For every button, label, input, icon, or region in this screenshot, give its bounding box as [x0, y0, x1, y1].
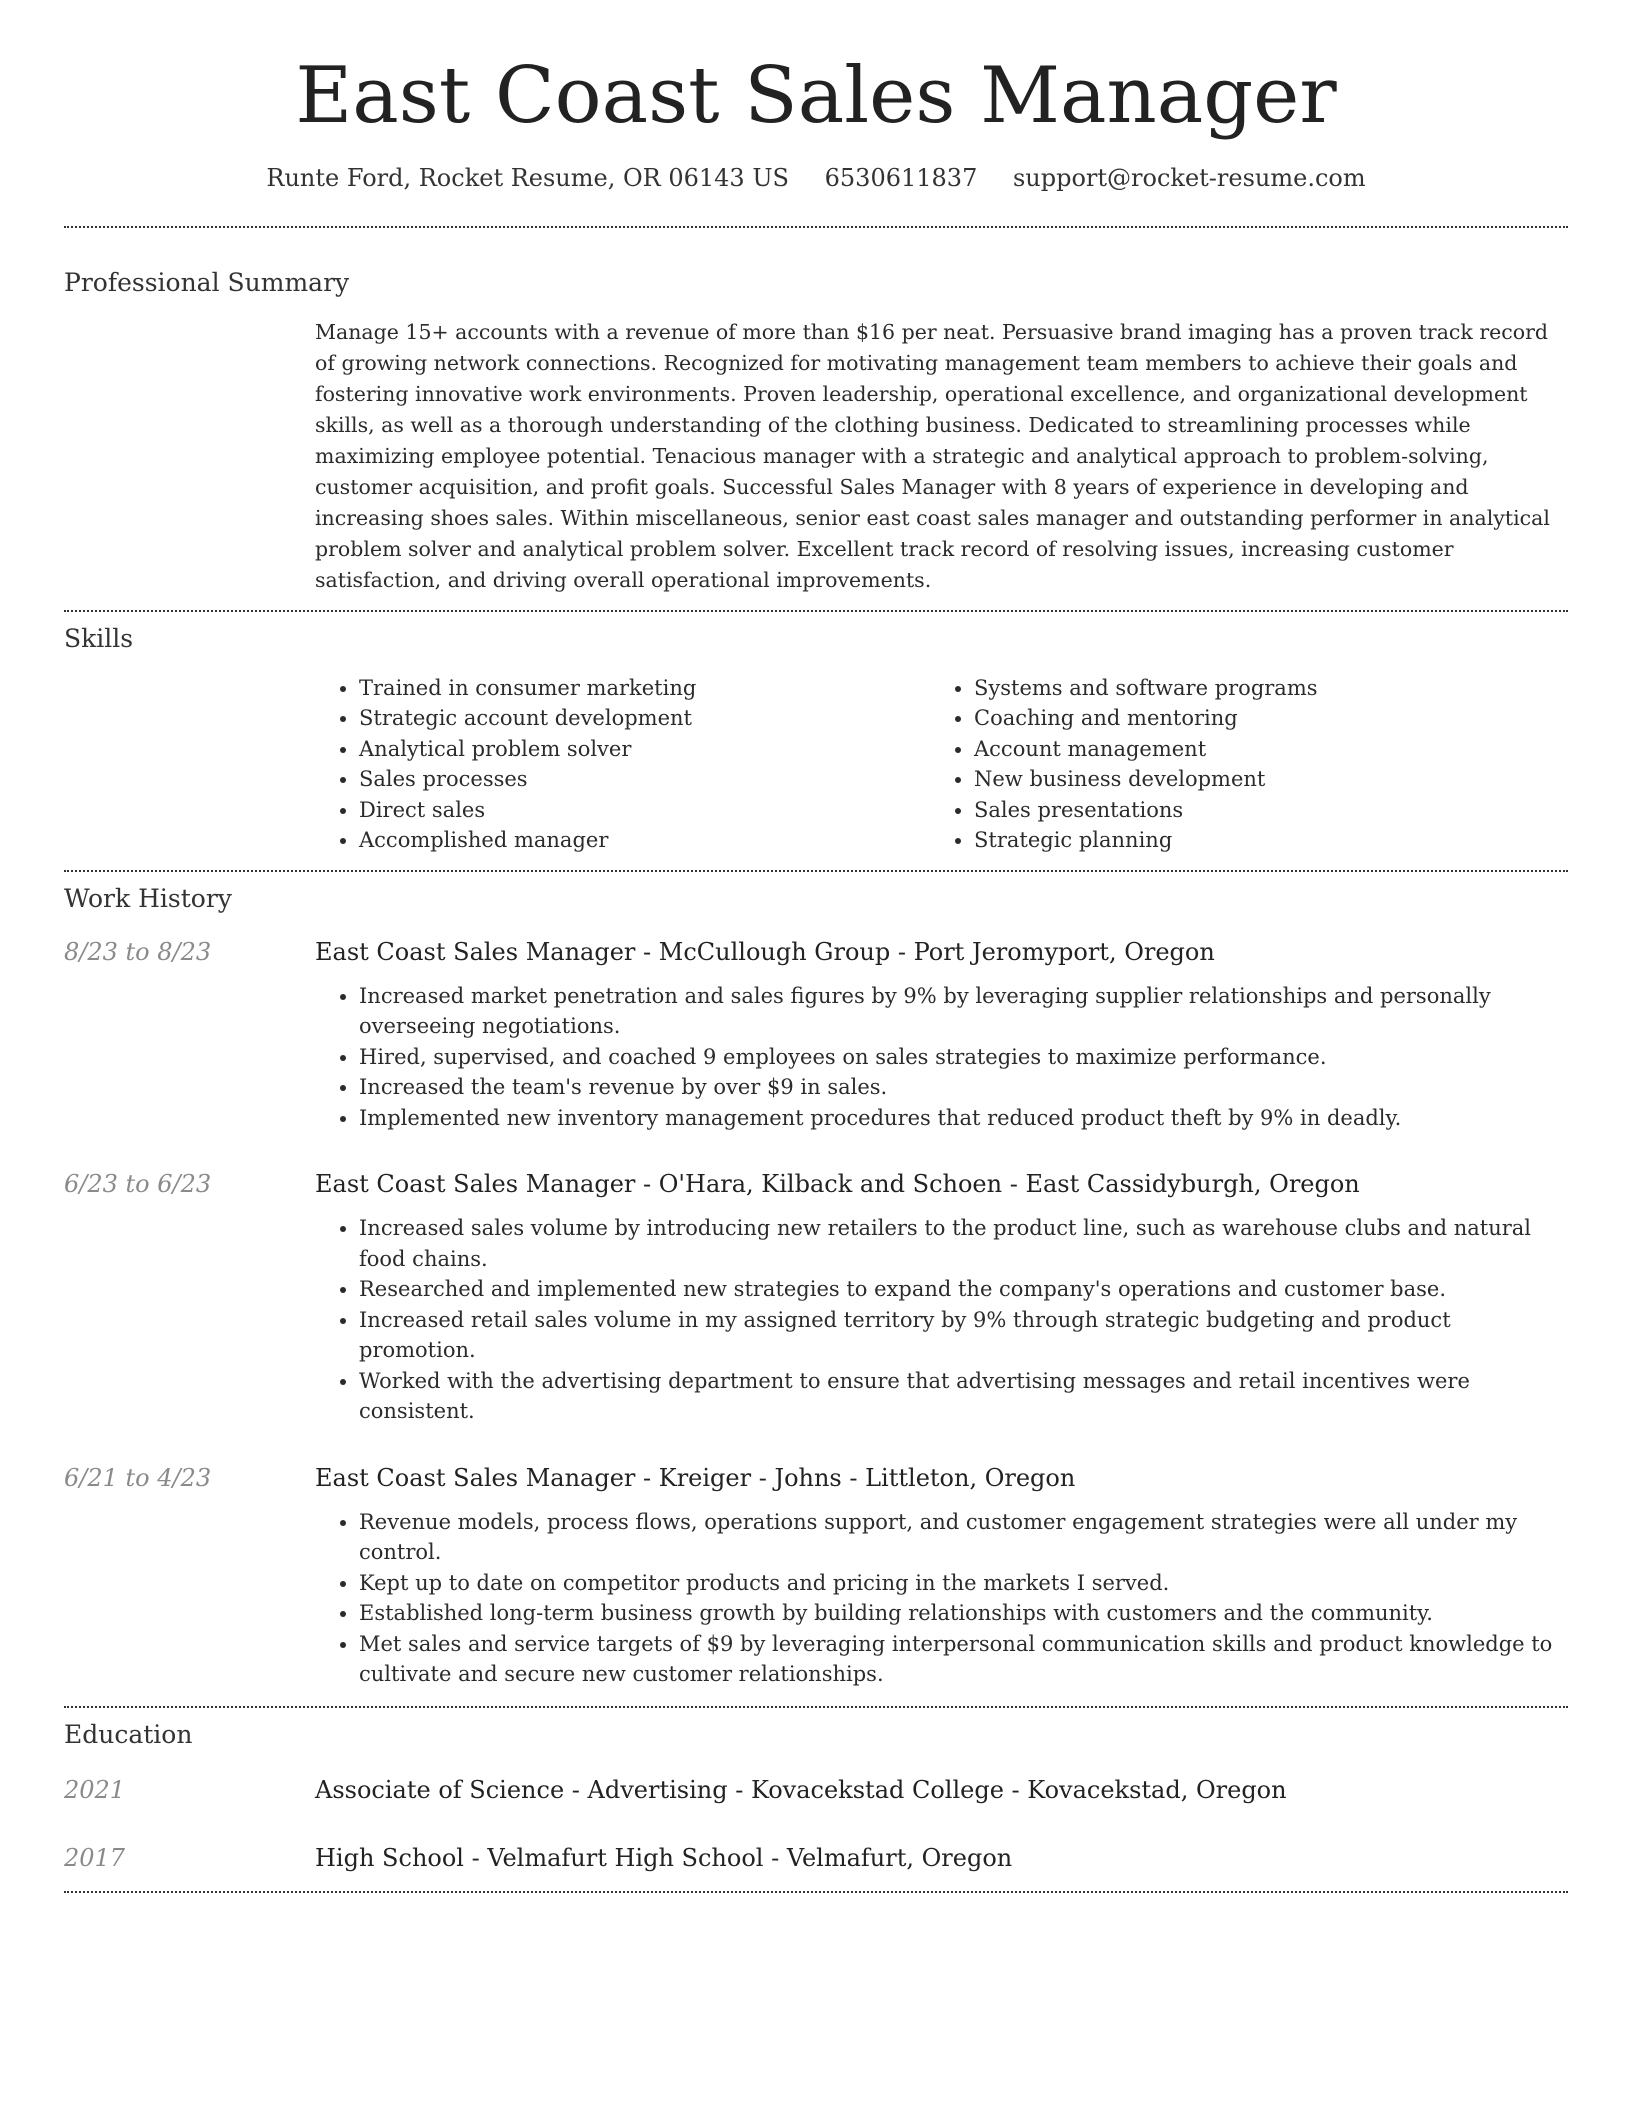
resume-header: [64, 0, 1568, 192]
skill-item: • Sales processes: [359, 764, 930, 795]
skills-section: [64, 612, 1568, 856]
job-entry: [64, 935, 1568, 1134]
job-dates: 8/23 to 8/23: [64, 937, 212, 966]
job-bullet: • Increased the team's revenue by over $9 in sales.: [359, 1072, 1568, 1103]
job-bullet: • Established long-term business growth by building relationships with customers and the community.: [359, 1598, 1568, 1629]
job-bullet: • Increased retail sales volume in my assigned territory by 9% through strategic budgeting and product promotion.: [359, 1305, 1568, 1366]
education-detail: Associate of Science - Advertising - Kovacekstad College - Kovacekstad, Oregon: [315, 1775, 1287, 1804]
job-title: East Coast Sales Manager - Kreiger - Johns - Littleton, Oregon: [315, 1463, 1076, 1492]
resume-name: East Coast Sales Manager: [295, 51, 1337, 141]
skill-item: • Systems and software programs: [974, 673, 1545, 704]
contact-email: support@rocket-resume.com: [1012, 163, 1366, 192]
section-title-skills: Skills: [64, 623, 134, 653]
resume-page: [64, 0, 1568, 1893]
education-section: [64, 1708, 1568, 1875]
job-bullet: • Increased market penetration and sales figures by 9% by leveraging supplier relationships and personally overseeing negotiations.: [359, 981, 1568, 1042]
skill-item: • Trained in consumer marketing: [359, 673, 930, 704]
job-bullet: • Increased sales volume by introducing new retailers to the product line, such as warehouse clubs and natural food chains.: [359, 1213, 1568, 1274]
skill-item: • Direct sales: [359, 795, 930, 826]
job-bullets: [315, 1507, 1568, 1690]
education-year: 2017: [64, 1843, 126, 1872]
summary-section: [64, 228, 1568, 596]
work-section: [64, 872, 1568, 1690]
job-bullet: • Worked with the advertising department to ensure that advertising messages and retail incentives were consistent.: [359, 1366, 1568, 1427]
education-entry: [64, 1841, 1568, 1875]
skill-item: • Accomplished manager: [359, 825, 930, 856]
job-body: [315, 1167, 1568, 1427]
skills-list-right: [930, 673, 1545, 856]
job-bullet: • Met sales and service targets of $9 by leveraging interpersonal communication skills and product knowledge to cultivate and secure new customer relationships.: [359, 1629, 1568, 1690]
skill-item: • Sales presentations: [974, 795, 1545, 826]
contact-phone: 6530611837: [824, 163, 978, 192]
skill-item: • New business development: [974, 764, 1545, 795]
skill-item: • Strategic planning: [974, 825, 1545, 856]
skill-item: • Coaching and mentoring: [974, 703, 1545, 734]
job-entry: [64, 1167, 1568, 1427]
divider: [64, 1891, 1568, 1893]
job-title: East Coast Sales Manager - O'Hara, Kilback and Schoen - East Cassidyburgh, Oregon: [315, 1170, 1360, 1199]
section-title-work: Work History: [64, 883, 232, 913]
job-bullet: • Implemented new inventory management procedures that reduced product theft by 9% in deadly.: [359, 1103, 1568, 1134]
job-bullets: [315, 1213, 1568, 1427]
job-bullet: • Hired, supervised, and coached 9 employees on sales strategies to maximize performance.: [359, 1042, 1568, 1073]
skills-list-left: [315, 673, 930, 856]
job-bullet: • Researched and implemented new strategies to expand the company's operations and customer base.: [359, 1274, 1568, 1305]
job-dates: 6/21 to 4/23: [64, 1463, 212, 1492]
job-body: [315, 1461, 1568, 1690]
job-bullets: [315, 981, 1568, 1134]
section-title-summary: Professional Summary: [64, 267, 350, 297]
education-year: 2021: [64, 1775, 126, 1804]
job-dates: 6/23 to 6/23: [64, 1170, 212, 1199]
section-title-education: Education: [64, 1719, 193, 1749]
contact-line: [64, 164, 1568, 192]
job-bullet: • Kept up to date on competitor products and pricing in the markets I served.: [359, 1568, 1568, 1599]
contact-address: Runte Ford, Rocket Resume, OR 06143 US: [266, 163, 789, 192]
job-entry: [64, 1461, 1568, 1690]
summary-text: Manage 15+ accounts with a revenue of more than $16 per neat. Persuasive brand imaging has a proven track record of growing network connections. Recognized for motivating management team members to achieve their goals and fostering innovative work environments. Proven leadership, operational excellence, and organizational development skills, as well as a thorough understanding of the clothing business. Dedicated to streamlining processes while maximizing employee potential. Tenacious manager with a strategic and analytical approach to problem-solving, customer acquisition, and profit goals. Successful Sales Manager with 8 years of experience in developing and increasing shoes sales. Within miscellaneous, senior east coast sales manager and outstanding performer in analytical problem solver and analytical problem solver. Excellent track record of resolving issues, increasing customer satisfaction, and driving overall operational improvements.: [315, 319, 1550, 592]
skill-item: • Analytical problem solver: [359, 734, 930, 765]
job-body: [315, 935, 1568, 1134]
education-entry: [64, 1773, 1568, 1807]
skill-item: • Account management: [974, 734, 1545, 765]
skill-item: • Strategic account development: [359, 703, 930, 734]
job-title: East Coast Sales Manager - McCullough Group - Port Jeromyport, Oregon: [315, 937, 1215, 966]
skills-grid: [315, 673, 1568, 856]
job-bullet: • Revenue models, process flows, operations support, and customer engagement strategies were all under my control.: [359, 1507, 1568, 1568]
education-detail: High School - Velmafurt High School - Velmafurt, Oregon: [315, 1843, 1013, 1872]
